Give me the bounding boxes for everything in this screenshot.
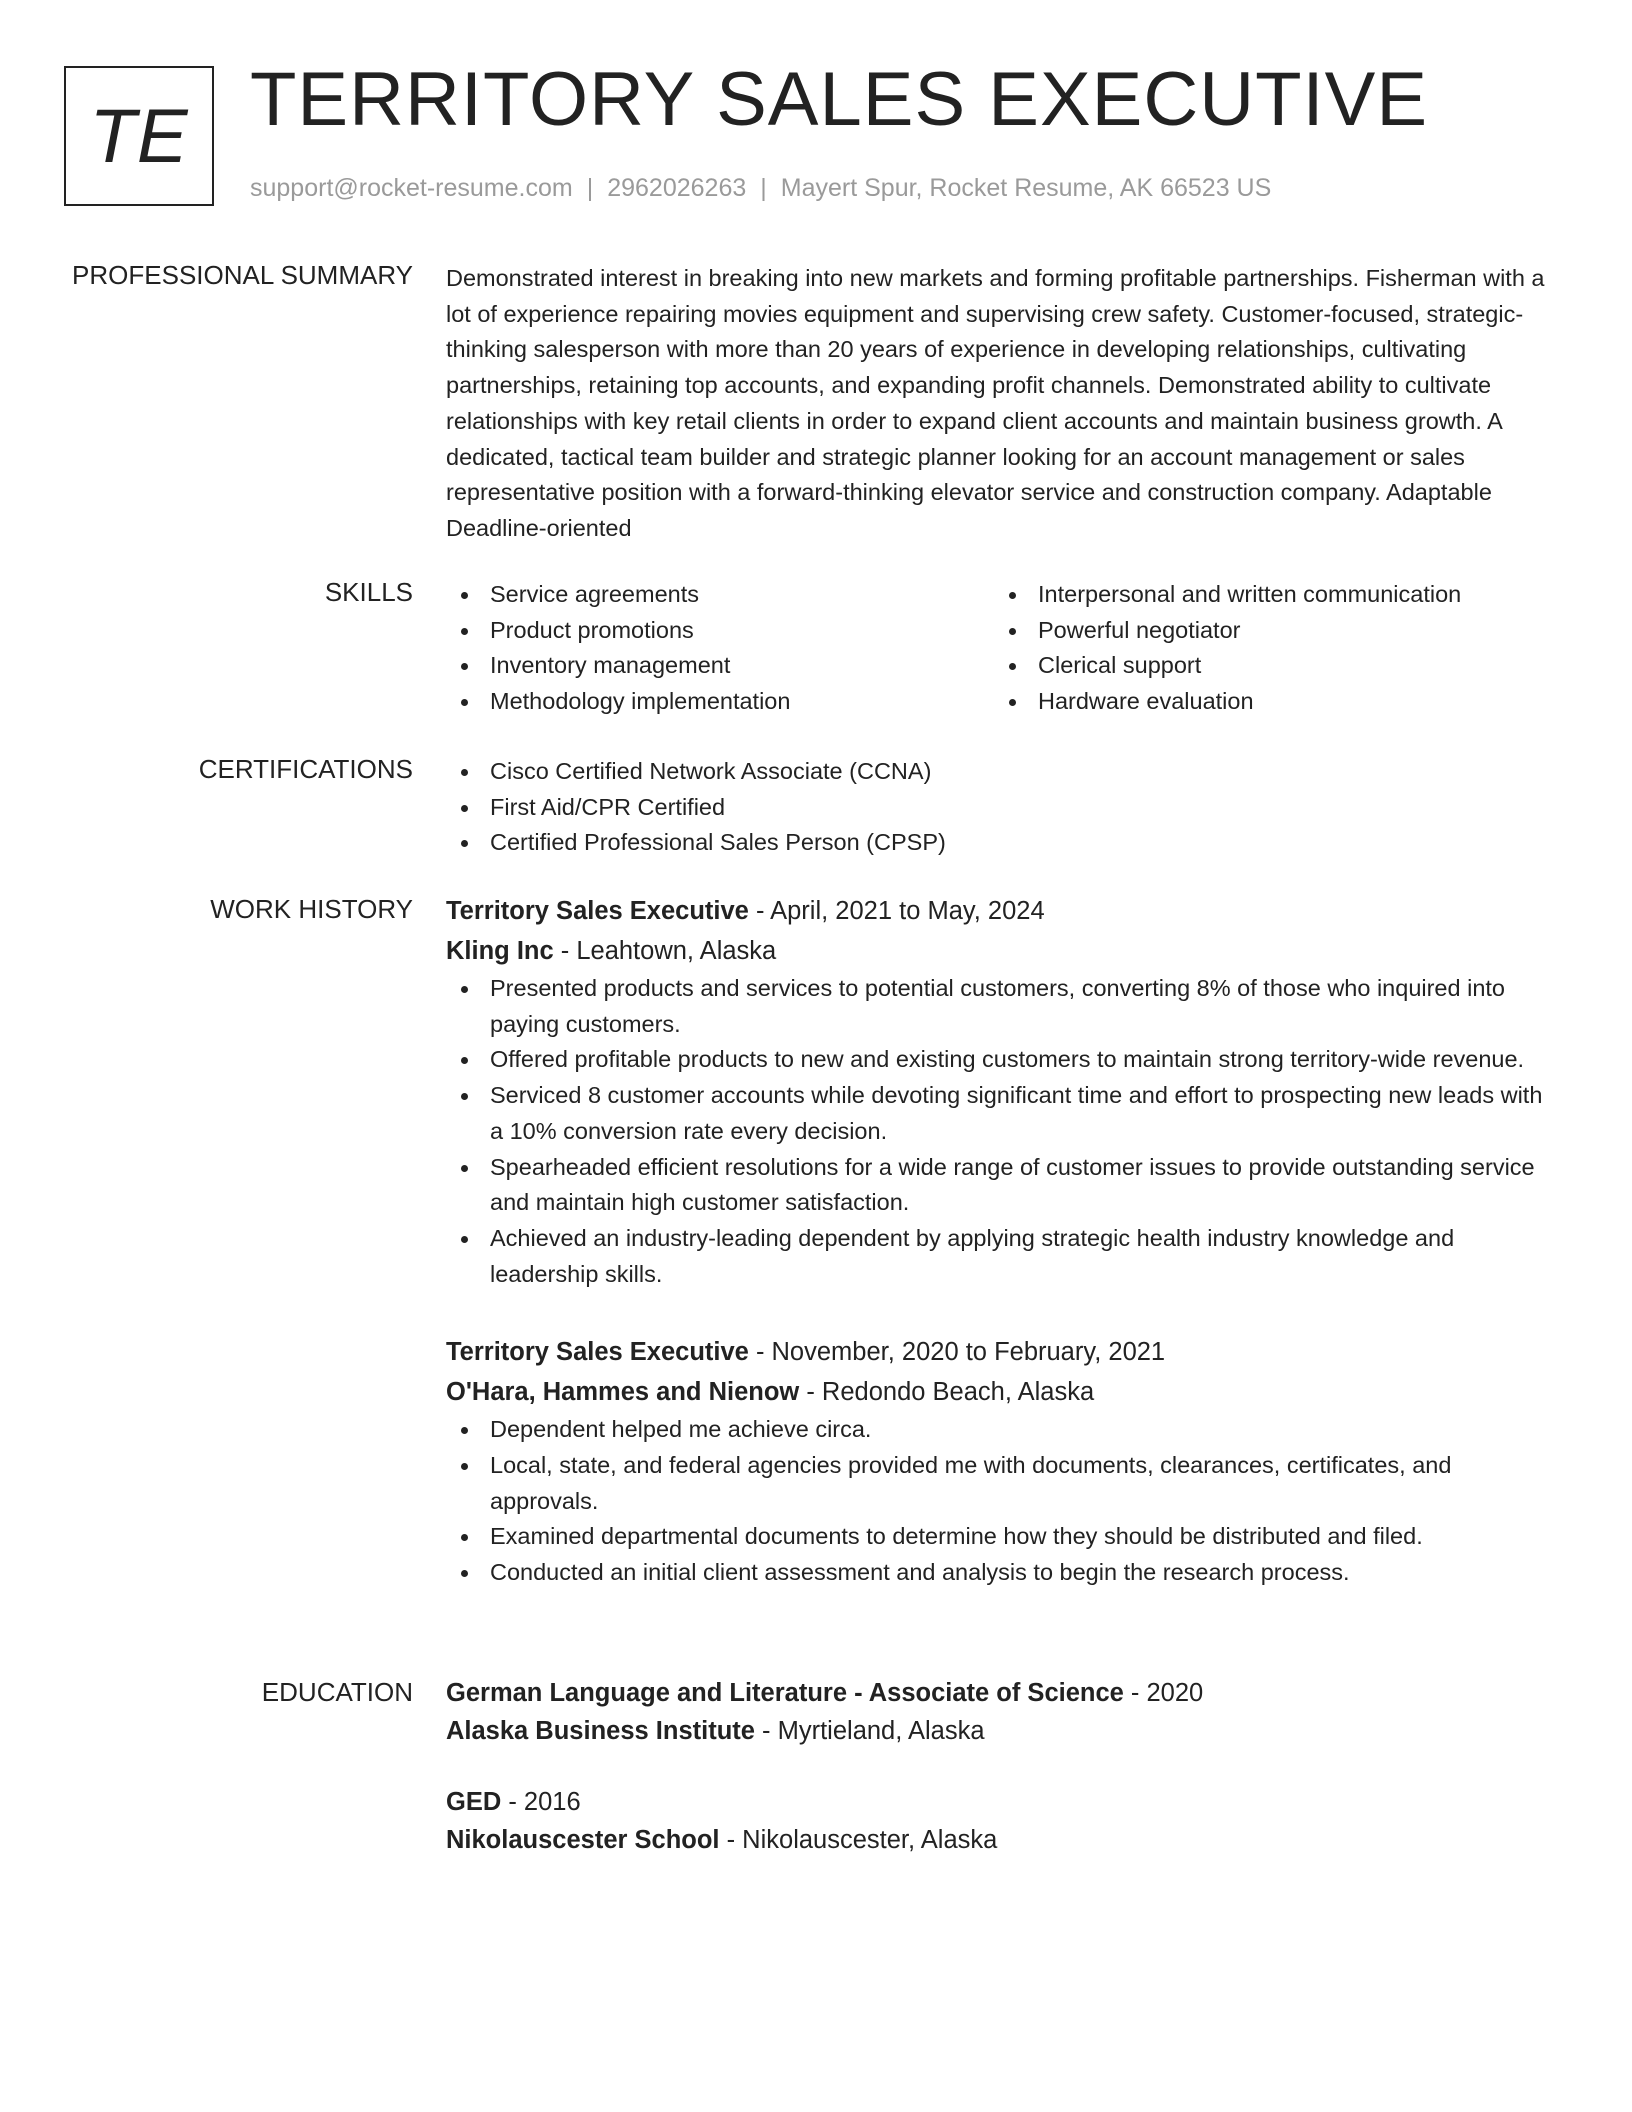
- education-body: [446, 1674, 1556, 1859]
- skills-list-left: [446, 577, 994, 720]
- education-heading: EDUCATION: [261, 1677, 413, 1707]
- job-bullet: Conducted an initial client assessment and analysis to begin the research process.: [446, 1555, 1556, 1591]
- job-title: Territory Sales Executive: [446, 1338, 749, 1367]
- job-dates: - November, 2020 to February, 2021: [748, 1338, 1166, 1367]
- job-bullet: Dependent helped me achieve circa.: [446, 1412, 1556, 1448]
- job-bullet: Serviced 8 customer accounts while devoting significant time and effort to prospecting new leads with a 10% conversion rate every decision.: [446, 1078, 1556, 1149]
- monogram-text: TE: [89, 93, 189, 179]
- education-school: Nikolauscester School: [446, 1826, 720, 1854]
- summary-body: [446, 261, 1556, 547]
- skills-heading: SKILLS: [324, 577, 413, 607]
- skill-item: Clerical support: [994, 648, 1542, 684]
- skill-item: Methodology implementation: [446, 684, 994, 720]
- skill-item: Powerful negotiator: [994, 613, 1542, 649]
- work-history-heading: WORK HISTORY: [210, 894, 413, 924]
- job-bullet: Presented products and services to potential customers, converting 8% of those who inquired into paying customers.: [446, 971, 1556, 1042]
- education-location: - Myrtieland, Alaska: [754, 1717, 985, 1745]
- skills-body: [446, 577, 1556, 720]
- job-title-line: [446, 891, 1556, 931]
- education-entry: [446, 1783, 1556, 1859]
- skill-item: Service agreements: [446, 577, 994, 613]
- certification-item: Certified Professional Sales Person (CPSP): [446, 825, 1556, 861]
- job-company-line: [446, 1372, 1556, 1412]
- contact-email[interactable]: support@rocket-resume.com: [250, 174, 573, 202]
- education-school-line: [446, 1712, 1556, 1750]
- education-degree-line: [446, 1674, 1556, 1712]
- contact-address: Mayert Spur, Rocket Resume, AK 66523 US: [780, 174, 1272, 202]
- education-location: - Nikolauscester, Alaska: [719, 1826, 998, 1854]
- education-entry: [446, 1674, 1556, 1750]
- education-year: - 2020: [1123, 1679, 1204, 1707]
- job-title-line: [446, 1332, 1556, 1372]
- job-location: - Redondo Beach, Alaska: [799, 1378, 1095, 1407]
- skills-list-right: [994, 577, 1542, 720]
- job-company-line: [446, 931, 1556, 971]
- education-year: - 2016: [501, 1788, 581, 1816]
- work-history-body: [446, 891, 1556, 1591]
- education-degree: GED: [446, 1788, 502, 1816]
- education-school-line: [446, 1821, 1556, 1859]
- job-bullets: [446, 971, 1556, 1292]
- skill-item: Hardware evaluation: [994, 684, 1542, 720]
- skill-item: Product promotions: [446, 613, 994, 649]
- education-degree: German Language and Literature - Associate of Science: [446, 1679, 1124, 1707]
- certification-item: Cisco Certified Network Associate (CCNA): [446, 754, 1556, 790]
- education-degree-line: [446, 1783, 1556, 1821]
- monogram-badge: [64, 66, 214, 206]
- job-company: Kling Inc: [446, 937, 554, 965]
- contact-phone[interactable]: 2962026263: [607, 174, 747, 202]
- job-location: - Leahtown, Alaska: [553, 937, 777, 965]
- contact-line: [250, 174, 1271, 203]
- skill-item: Interpersonal and written communication: [994, 577, 1542, 613]
- certification-item: First Aid/CPR Certified: [446, 790, 1556, 826]
- job-bullet: Offered profitable products to new and existing customers to maintain strong territory-wide revenue.: [446, 1042, 1556, 1078]
- job-entry: [446, 891, 1556, 1292]
- job-dates: - April, 2021 to May, 2024: [748, 897, 1045, 925]
- job-bullets: [446, 1412, 1556, 1591]
- job-bullet: Examined departmental documents to determine how they should be distributed and filed.: [446, 1519, 1556, 1555]
- contact-separator: |: [586, 174, 594, 202]
- education-school: Alaska Business Institute: [446, 1717, 755, 1745]
- skill-item: Inventory management: [446, 648, 994, 684]
- job-bullet: Achieved an industry-leading dependent by applying strategic health industry knowledge and leadership skills.: [446, 1221, 1556, 1292]
- summary-text: Demonstrated interest in breaking into new markets and forming profitable partnerships. Fisherman with a lot of experience repairing movies equipment and supervising crew safety. Customer-focused, strategic-thinking salesperson with more than 20 years of experience in developing relationships, cultivating partnerships, retaining top accounts, and expanding profit channels. Demonstrated ability to cultivate relationships with key retail clients in order to expand client accounts and maintain business growth. A dedicated, tactical team builder and strategic planner looking for an account management or sales representative position with a forward-thinking elevator service and construction company. Adaptable Deadline-oriented: [446, 265, 1545, 541]
- certifications-list: [446, 754, 1556, 861]
- job-bullet: Spearheaded efficient resolutions for a wide range of customer issues to provide outstanding service and maintain high customer satisfaction.: [446, 1150, 1556, 1221]
- job-entry: [446, 1332, 1556, 1591]
- summary-heading: PROFESSIONAL SUMMARY: [72, 260, 413, 290]
- certifications-body: [446, 754, 1556, 861]
- job-title: Territory Sales Executive: [446, 897, 749, 925]
- job-bullet: Local, state, and federal agencies provided me with documents, clearances, certificates, and approvals.: [446, 1448, 1556, 1519]
- job-company: O'Hara, Hammes and Nienow: [446, 1378, 800, 1407]
- resume-title: TERRITORY SALES EXECUTIVE: [250, 57, 1429, 142]
- contact-separator: |: [760, 174, 767, 202]
- certifications-heading: CERTIFICATIONS: [198, 754, 413, 784]
